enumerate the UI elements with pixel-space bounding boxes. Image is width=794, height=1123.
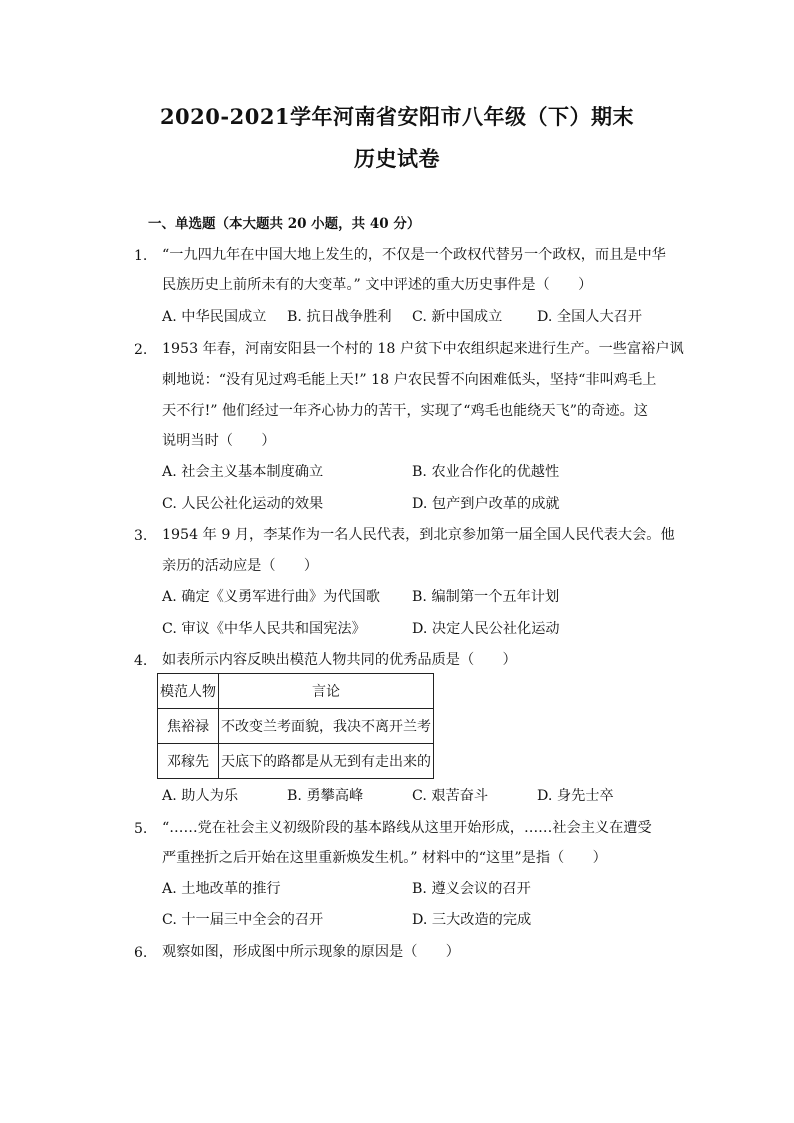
question-text-line: 1953 年春，河南安阳县一个村的 18 户贫下中农组织起来进行生产。一些富裕户讽 [162,341,684,357]
question-number: 1. [134,248,148,264]
question-text-line: 刺地说：“没有见过鸡毛能上天!” 18 户农民誓不向困难低头，坚持“非叫鸡毛上 [162,372,657,388]
question-number: 4. [134,653,148,669]
question-number: 6. [134,945,148,961]
table-cell: 邓稼先 [158,744,219,779]
option-d[interactable]: D. 包产到户改革的成就 [412,496,560,512]
quote-table [157,673,434,779]
question-text-line: 亲历的活动应是（ ） [162,558,319,574]
question-text-line: 天不行!” 他们经过一年齐心协力的苦干，实现了“鸡毛也能绕天飞”的奇迹。这 [162,403,648,419]
option-b[interactable]: B. 抗日战争胜利 [287,309,392,325]
option-a[interactable]: A. 中华民国成立 [162,309,267,325]
table-header-row [158,674,434,709]
table-row [158,709,434,744]
question-text-line: 如表所示内容反映出模范人物共同的优秀品质是（ ） [162,652,517,668]
section-heading: 一、单选题（本大题共 20 小题，共 40 分） [148,216,421,232]
question-text-line: “一九四九年在中国大地上发生的，不仅是一个政权代替另一个政权，而且是中华 [162,247,666,263]
option-c[interactable]: C. 人民公社化运动的效果 [162,496,324,512]
table-row [158,744,434,779]
table-header-cell: 言论 [219,674,434,709]
option-c[interactable]: C. 审议《中华人民共和国宪法》 [162,621,366,637]
option-d[interactable]: D. 决定人民公社化运动 [412,621,560,637]
page-title: 2020-2021学年河南省安阳市八年级（下）期末 [159,104,635,129]
question-number: 5. [134,821,148,837]
option-b[interactable]: B. 农业合作化的优越性 [412,464,560,480]
option-d[interactable]: D. 全国人大召开 [537,309,643,325]
table-cell: 天底下的路都是从无到有走出来的 [219,744,434,779]
option-b[interactable]: B. 勇攀高峰 [287,788,364,804]
question-text-line: 说明当时（ ） [162,433,276,449]
option-d[interactable]: D. 三大改造的完成 [412,912,532,928]
option-a[interactable]: A. 土地改革的推行 [162,881,281,897]
question-text-line: 严重挫折之后开始在这里重新焕发生机。” 材料中的“这里”是指（ ） [162,850,607,866]
question-number: 3. [134,528,148,544]
option-c[interactable]: C. 新中国成立 [412,309,503,325]
option-a[interactable]: A. 助人为乐 [162,788,239,804]
question-text-line: 1954 年 9 月，李某作为一名人民代表，到北京参加第一届全国人民代表大会。他 [162,527,675,543]
option-c[interactable]: C. 十一届三中全会的召开 [162,912,324,928]
option-a[interactable]: A. 确定《义勇军进行曲》为代国歌 [162,589,380,605]
table-header-cell: 模范人物 [158,674,219,709]
page-subtitle: 历史试卷 [354,146,440,171]
option-b[interactable]: B. 遵义会议的召开 [412,881,531,897]
table-cell: 不改变兰考面貌，我决不离开兰考 [219,709,434,744]
question-number: 2. [134,342,148,358]
option-a[interactable]: A. 社会主义基本制度确立 [162,464,324,480]
question-text-line: 民族历史上前所未有的大变革。” 文中评述的重大历史事件是（ ） [162,277,593,293]
table-cell: 焦裕禄 [158,709,219,744]
option-c[interactable]: C. 艰苦奋斗 [412,788,489,804]
option-d[interactable]: D. 身先士卒 [537,788,614,804]
option-b[interactable]: B. 编制第一个五年计划 [412,589,560,605]
question-text-line: 观察如图，形成图中所示现象的原因是（ ） [162,944,460,960]
question-text-line: “……党在社会主义初级阶段的基本路线从这里开始形成，……社会主义在遭受 [162,820,652,836]
